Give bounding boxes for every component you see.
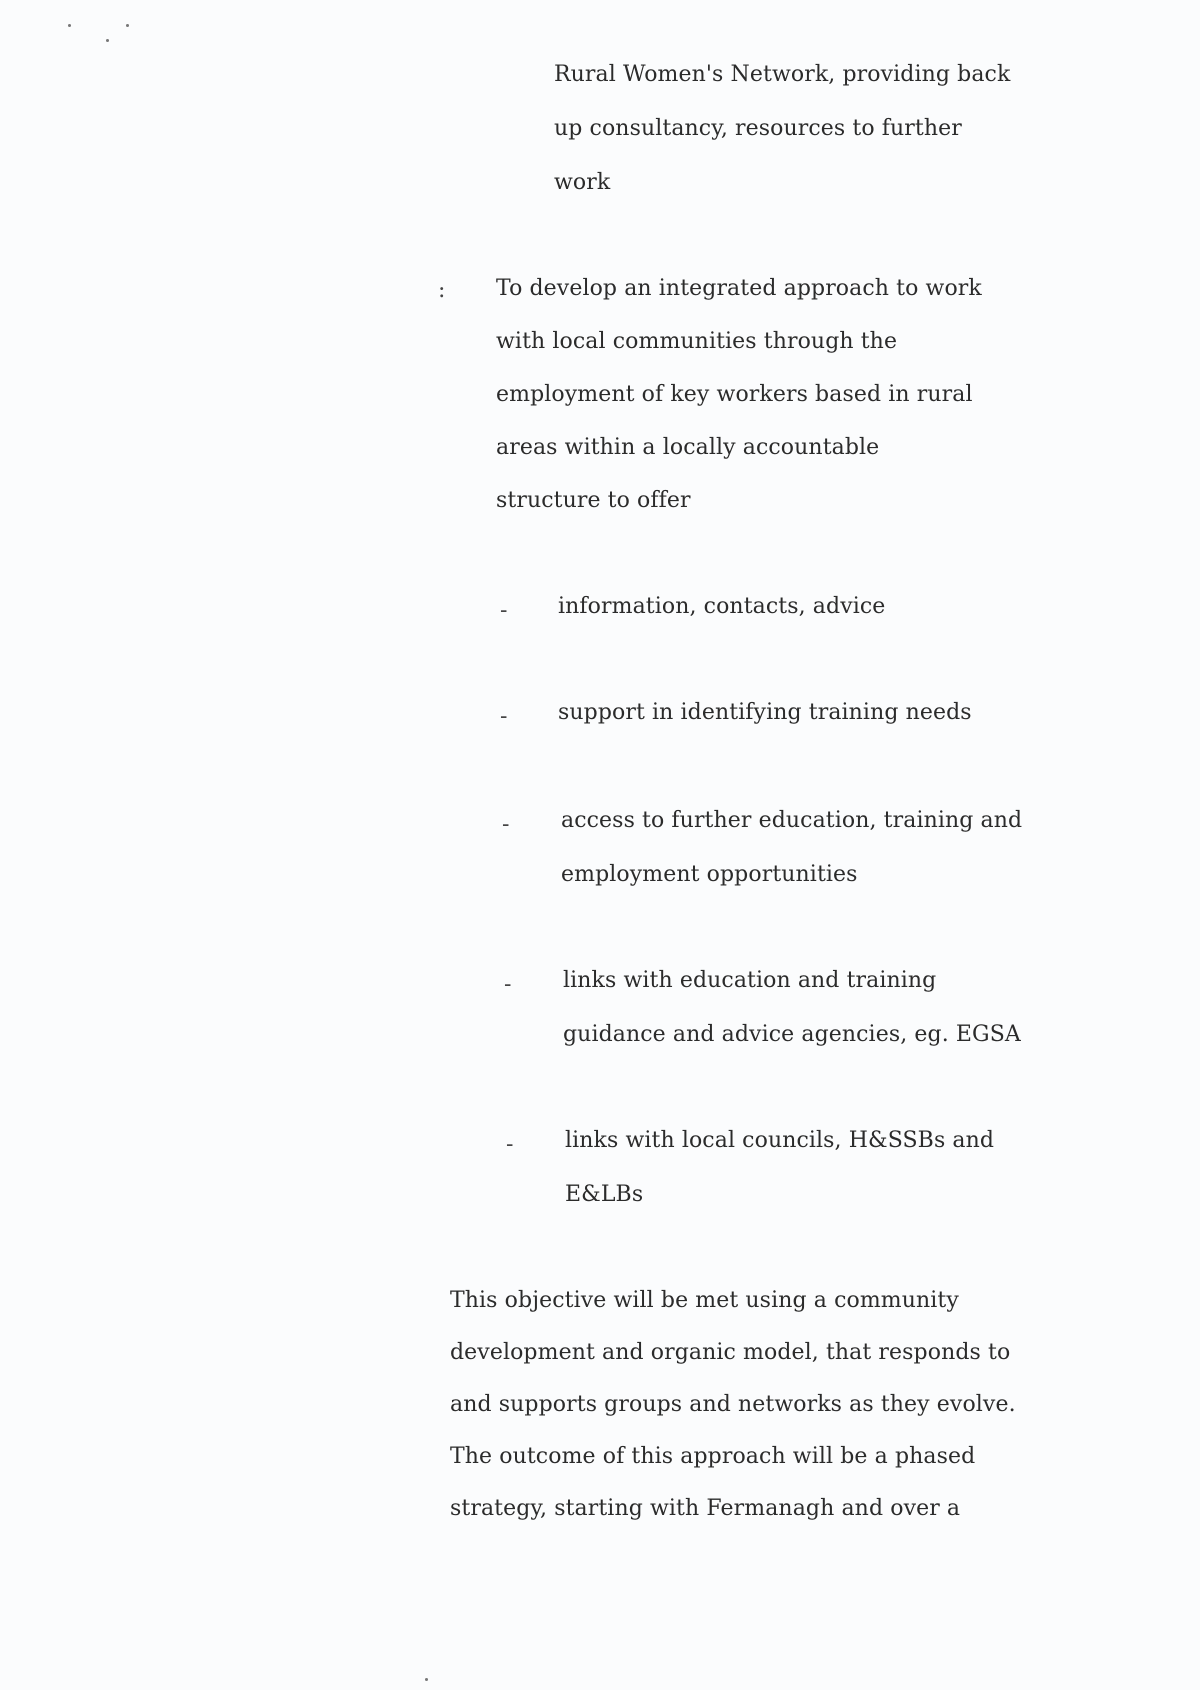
list-item: E&LBs <box>565 1182 644 1207</box>
objective-line: structure to offer <box>496 488 691 513</box>
closing-paragraph-line: The outcome of this approach will be a phased <box>450 1444 976 1469</box>
objective-line: employment of key workers based in rural <box>496 382 973 407</box>
closing-paragraph-line: and supports groups and networks as they evolve. <box>450 1392 1016 1417</box>
list-item: links with local councils, H&SSBs and <box>565 1128 995 1153</box>
scan-speck <box>425 1678 428 1681</box>
list-item: employment opportunities <box>561 862 858 887</box>
objective-line: with local communities through the <box>496 329 898 354</box>
continued-item-line: work <box>554 170 611 195</box>
closing-paragraph-line: development and organic model, that responds to <box>450 1340 1011 1365</box>
list-item: information, contacts, advice <box>558 594 886 619</box>
list-dash: - <box>502 812 510 837</box>
scan-speck <box>68 24 71 27</box>
scan-speck <box>126 24 129 27</box>
objective-marker: : <box>438 278 446 303</box>
list-item: support in identifying training needs <box>558 700 972 725</box>
list-item: guidance and advice agencies, eg. EGSA <box>563 1022 1021 1047</box>
list-dash: - <box>506 1132 514 1157</box>
list-item: links with education and training <box>563 968 937 993</box>
list-dash: - <box>500 704 508 729</box>
closing-paragraph-line: strategy, starting with Fermanagh and over a <box>450 1496 961 1521</box>
objective-line: areas within a locally accountable <box>496 435 880 460</box>
objective-line: To develop an integrated approach to work <box>496 276 982 301</box>
continued-item-line: Rural Women's Network, providing back <box>554 62 1011 87</box>
closing-paragraph-line: This objective will be met using a community <box>450 1288 959 1313</box>
scan-speck <box>106 39 109 42</box>
continued-item-line: up consultancy, resources to further <box>554 116 962 141</box>
list-dash: - <box>504 972 512 997</box>
list-item: access to further education, training and <box>561 808 1023 833</box>
list-dash: - <box>500 598 508 623</box>
